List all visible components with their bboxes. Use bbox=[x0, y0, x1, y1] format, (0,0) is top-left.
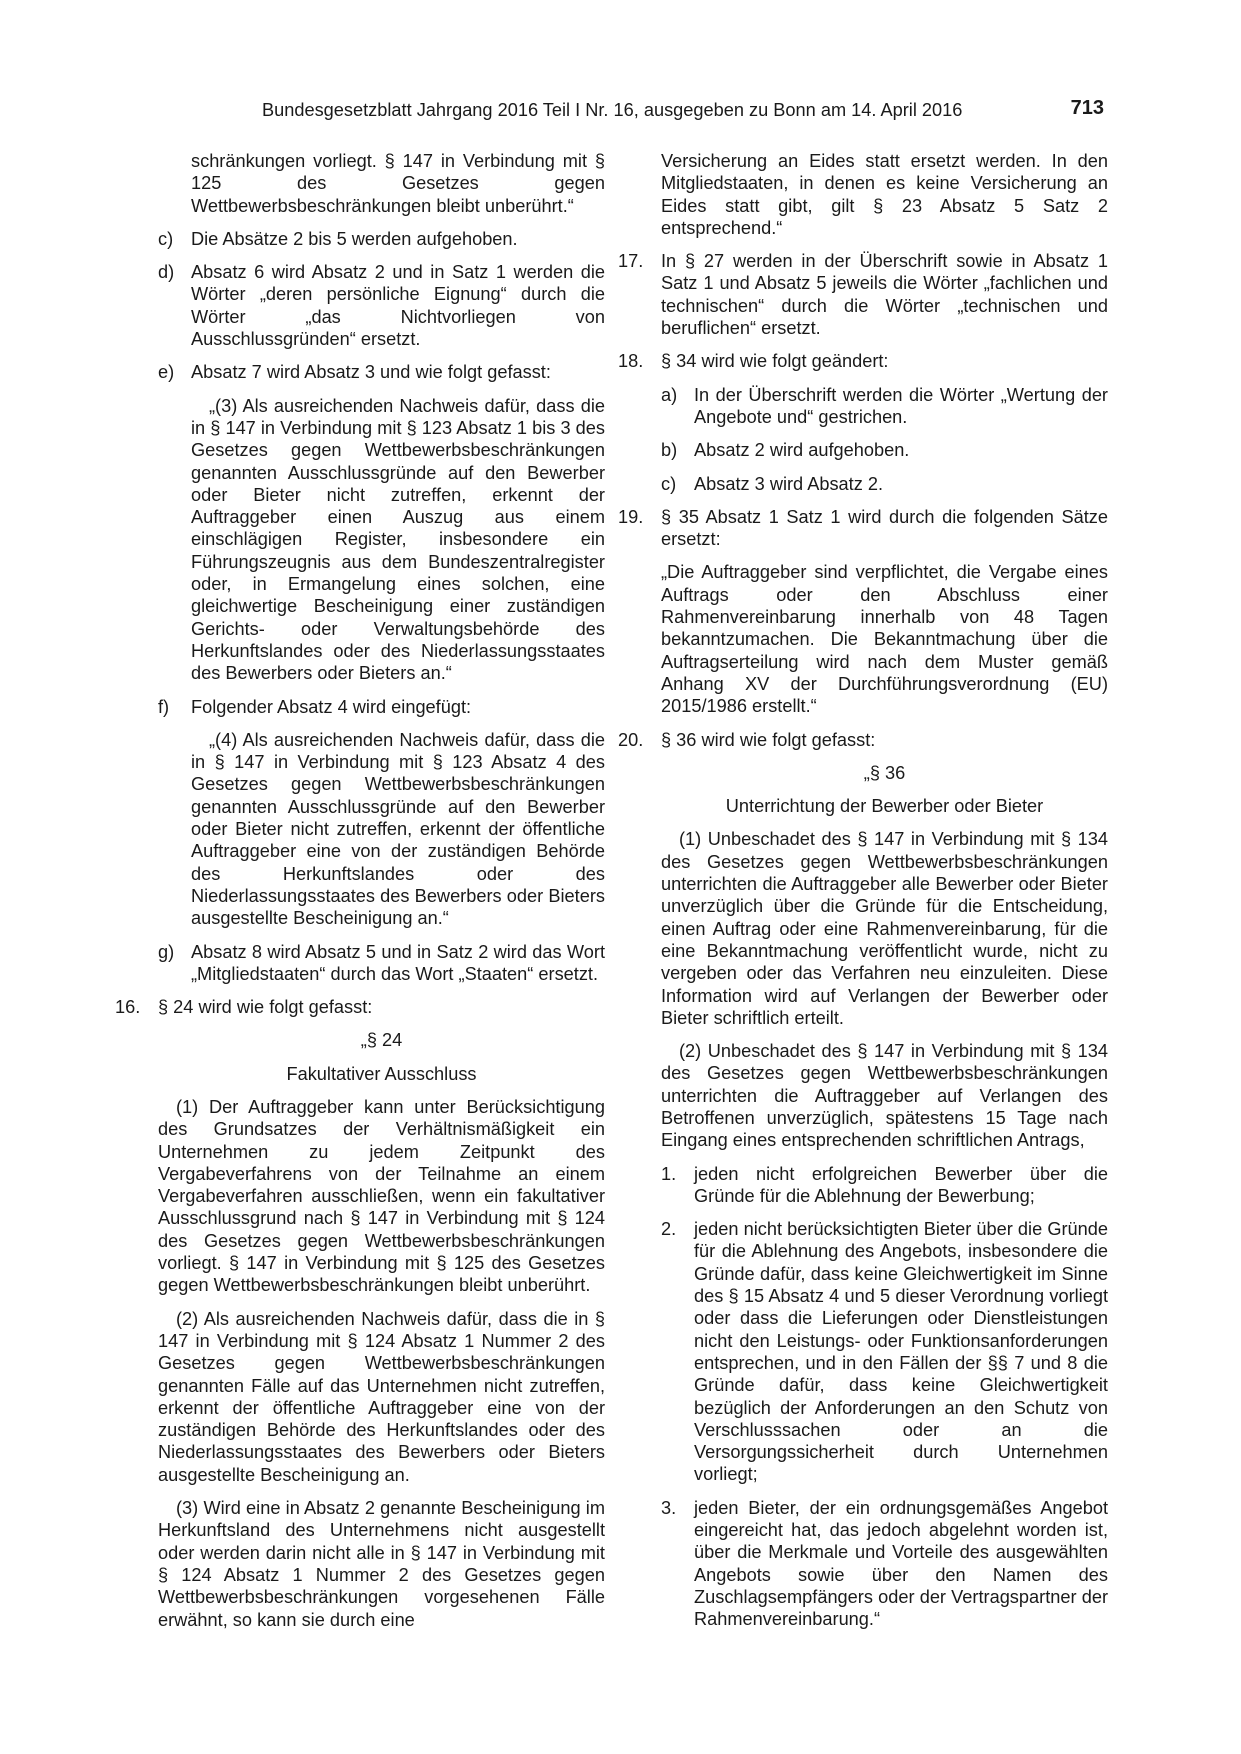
item-text: Absatz 2 wird aufgehoben. bbox=[694, 440, 910, 461]
item-f bbox=[158, 696, 605, 718]
item-g bbox=[158, 941, 605, 986]
item-16 bbox=[115, 996, 605, 1018]
item-17 bbox=[618, 250, 1108, 339]
page-header bbox=[262, 99, 1104, 125]
item-c bbox=[158, 228, 605, 250]
item-text: § 35 Absatz 1 Satz 1 wird durch die folgenden Sätze ersetzt: bbox=[661, 506, 1108, 550]
numbered-item-1 bbox=[661, 1163, 1108, 1208]
paragraph-continuation: Versicherung an Eides statt ersetzt werden. In den Mitgliedstaaten, in denen es keine Versicherung an Eides statt gibt, gilt § 23 Absatz 5 Satz 2 entsprechend.“ bbox=[661, 151, 1108, 238]
section-heading: Unterrichtung der Bewerber oder Bieter bbox=[725, 796, 1044, 817]
numbered-item-3 bbox=[661, 1497, 1108, 1631]
section-heading: Fakultativer Ausschluss bbox=[286, 1063, 477, 1084]
item-text: Die Absätze 2 bis 5 werden aufgehoben. bbox=[191, 228, 518, 249]
item-number: 3. bbox=[661, 1497, 677, 1518]
right-column bbox=[618, 150, 1108, 1631]
section-number: „§ 24 bbox=[360, 1030, 403, 1051]
quoted-paragraph-3: „(3) Als ausreichenden Nachweis dafür, dass die in § 147 in Verbindung mit § 123 Absatz 1 bis 3 des Gesetzes gegen Wettbewerbsbeschränkungen genannten Ausschlussgründe auf den Bewerber oder Bieter nicht zutreffen, erkennt der Auftraggeber einen Auszug aus einem einschlägigen Register, insbesondere ein Führungszeugnis aus dem Bundeszentralregister oder, in Ermangelung eines solchen, eine gleichwertige Bescheinigung einer zuständigen Gerichts- oder Verwaltungsbehörde des Herkunftslandes oder des Niederlassungsstaates des Bewerbers oder Bieters an.“ bbox=[191, 395, 605, 684]
item-number: 17. bbox=[618, 251, 644, 272]
item-number: 18. bbox=[618, 351, 644, 372]
item-18 bbox=[618, 350, 1108, 372]
item-text: Absatz 8 wird Absatz 5 und in Satz 2 wird das Wort „Mitgliedstaaten“ durch das Wort „Staaten“ ersetzt. bbox=[191, 941, 605, 984]
item-text: Absatz 3 wird Absatz 2. bbox=[694, 473, 884, 494]
item-text: Absatz 7 wird Absatz 3 und wie folgt gefasst: bbox=[191, 362, 551, 383]
item-number: 19. bbox=[618, 506, 644, 527]
section-paragraph-2: (2) Als ausreichenden Nachweis dafür, dass die in § 147 in Verbindung mit § 124 Absatz 1 Nummer 2 des Gesetzes gegen Wettbewerbsbeschränkungen genannten Fälle auf das Unternehmen nicht zutreffen, erkennt der öffentliche Auftraggeber eine von der zuständigen Behörde des Herkunftslandes oder des Niederlassungsstaates des Bewerbers oder Bieters ausgestellte Bescheinigung an. bbox=[158, 1308, 605, 1485]
item-number: 20. bbox=[618, 729, 644, 750]
item-18c bbox=[661, 473, 1108, 495]
item-text: In § 27 werden in der Überschrift sowie in Absatz 1 Satz 1 und Absatz 5 jeweils die Wörter „fachlichen und technischen“ durch die Wörter „technischen und beruflichen“ ersetzt. bbox=[661, 251, 1108, 339]
numbered-item-2 bbox=[661, 1218, 1108, 1486]
item-b-continuation: schränkungen vorliegt. § 147 in Verbindung mit § 125 des Gesetzes gegen Wettbewerbsbeschränkungen bleibt unberührt.“ bbox=[191, 151, 605, 216]
item-number: 1. bbox=[661, 1163, 677, 1184]
page-number: 713 bbox=[1070, 97, 1104, 119]
item-text: Folgender Absatz 4 wird eingefügt: bbox=[191, 696, 472, 717]
item-number: 2. bbox=[661, 1219, 677, 1240]
item-text: In der Überschrift werden die Wörter „Wertung der Angebote und“ gestrichen. bbox=[694, 384, 1108, 427]
section-paragraph-1: (1) Unbeschadet des § 147 in Verbindung mit § 134 des Gesetzes gegen Wettbewerbsbeschränkungen unterrichten die Auftraggeber alle Bewerber oder Bieter unverzüglich über die Gründe für die Entscheidung, einen Auftrag oder eine Rahmenvereinbarung, für die eine Bekanntmachung veröffentlicht wurde, nicht zu vergeben oder das Verfahren neu einzuleiten. Diese Information wird auf Verlangen der Bewerber oder Bieter schriftlich erteilt. bbox=[661, 829, 1108, 1028]
item-d bbox=[158, 261, 605, 350]
item-text: Absatz 6 wird Absatz 2 und in Satz 1 werden die Wörter „deren persönliche Eignung“ durch die Wörter „das Nichtvorliegen von Ausschlussgründen“ ersetzt. bbox=[191, 262, 605, 350]
item-label: e) bbox=[158, 362, 175, 383]
item-20 bbox=[618, 729, 1108, 751]
item-text: jeden nicht erfolgreichen Bewerber über die Gründe für die Ablehnung der Bewerbung; bbox=[694, 1163, 1108, 1206]
left-column bbox=[115, 150, 605, 1631]
item-e bbox=[158, 361, 605, 383]
item-label: b) bbox=[661, 440, 678, 461]
item-text: § 24 wird wie folgt gefasst: bbox=[158, 997, 373, 1018]
item-label: c) bbox=[158, 228, 174, 249]
item-label: f) bbox=[158, 696, 170, 717]
quoted-paragraph-4: „(4) Als ausreichenden Nachweis dafür, dass die in § 147 in Verbindung mit § 123 Absatz 4 des Gesetzes gegen Wettbewerbsbeschränkungen genannten Ausschlussgründe auf den Bewerber oder Bieter nicht zutreffen, erkennt der öffentliche Auftraggeber eine von der zuständigen Behörde des Herkunftslandes oder des Niederlassungsstaates des Bewerbers oder Bieters ausgestellte Bescheinigung an.“ bbox=[191, 729, 605, 929]
item-label: c) bbox=[661, 473, 677, 494]
journal-title: Bundesgesetzblatt Jahrgang 2016 Teil I Nr. 16, ausgegeben zu Bonn am 14. April 2016 bbox=[262, 100, 963, 120]
item-label: g) bbox=[158, 941, 175, 962]
item-label: a) bbox=[661, 384, 678, 405]
section-paragraph-1: (1) Der Auftraggeber kann unter Berücksichtigung des Grundsatzes der Verhältnismäßigkeit ein Unternehmen zu jedem Zeitpunkt des Vergabeverfahrens von der Teilnahme an einem Vergabeverfahren ausschließen, wenn ein fakultativer Ausschlussgrund nach § 147 in Verbindung mit § 124 des Gesetzes gegen Wettbewerbsbeschränkungen vorliegt. § 147 in Verbindung mit § 125 des Gesetzes gegen Wettbewerbsbeschränkungen bleibt unberührt. bbox=[158, 1096, 605, 1296]
item-number: 16. bbox=[115, 997, 141, 1018]
item-text: § 34 wird wie folgt geändert: bbox=[661, 351, 889, 372]
section-paragraph-3: (3) Wird eine in Absatz 2 genannte Bescheinigung im Herkunftsland des Unternehmens nicht ausgestellt oder werden darin nicht alle in § 147 in Verbindung mit § 124 Absatz 1 Nummer 2 des Gesetzes gegen Wettbewerbsbeschränkungen vorgesehenen Fälle erwähnt, so kann sie durch eine bbox=[158, 1498, 605, 1630]
section-paragraph-2: (2) Unbeschadet des § 147 in Verbindung mit § 134 des Gesetzes gegen Wettbewerbsbeschränkungen unterrichten die Auftraggeber auf Verlangen des Betroffenen unverzüglich, spätestens 15 Tage nach Eingang eines entsprechenden schriftlichen Antrags, bbox=[661, 1041, 1108, 1151]
item-label: d) bbox=[158, 262, 175, 283]
item-19 bbox=[618, 506, 1108, 551]
section-number: „§ 36 bbox=[863, 762, 906, 783]
item-18b bbox=[661, 439, 1108, 461]
item-text: jeden nicht berücksichtigten Bieter über die Gründe für die Ablehnung des Angebots, insbesondere die Gründe dafür, dass keine Gleichwertigkeit im Sinne des § 15 Absatz 4 und 5 dieser Verordnung vorliegt oder dass die Lieferungen oder Dienstleistungen nicht den Leistungs- oder Funktionsanforderungen entsprechen, und in den Fällen der §§ 7 und 8 die Gründe dafür, dass keine Gleichwertigkeit bezüglich der Anforderungen an den Schutz von Verschlusssachen oder an die Versorgungssicherheit durch Unternehmen vorliegt; bbox=[694, 1219, 1108, 1485]
item-18a bbox=[661, 384, 1108, 429]
item-text: § 36 wird wie folgt gefasst: bbox=[661, 729, 876, 750]
item-text: jeden Bieter, der ein ordnungsgemäßes Angebot eingereicht hat, das jedoch abgelehnt worden ist, über die Merkmale und Vorteile des ausgewählten Angebots sowie über den Namen des Zuschlagsempfängers oder der Vertragspartner der Rahmenvereinbarung.“ bbox=[694, 1497, 1108, 1630]
quoted-text: „Die Auftraggeber sind verpflichtet, die Vergabe eines Auftrags oder den Abschluss einer Rahmenvereinbarung innerhalb von 48 Tagen bekanntzumachen. Die Bekanntmachung über die Auftragserteilung wird nach dem Muster gemäß Anhang XV der Durchführungsverordnung (EU) 2015/1986 erstellt.“ bbox=[661, 562, 1108, 717]
